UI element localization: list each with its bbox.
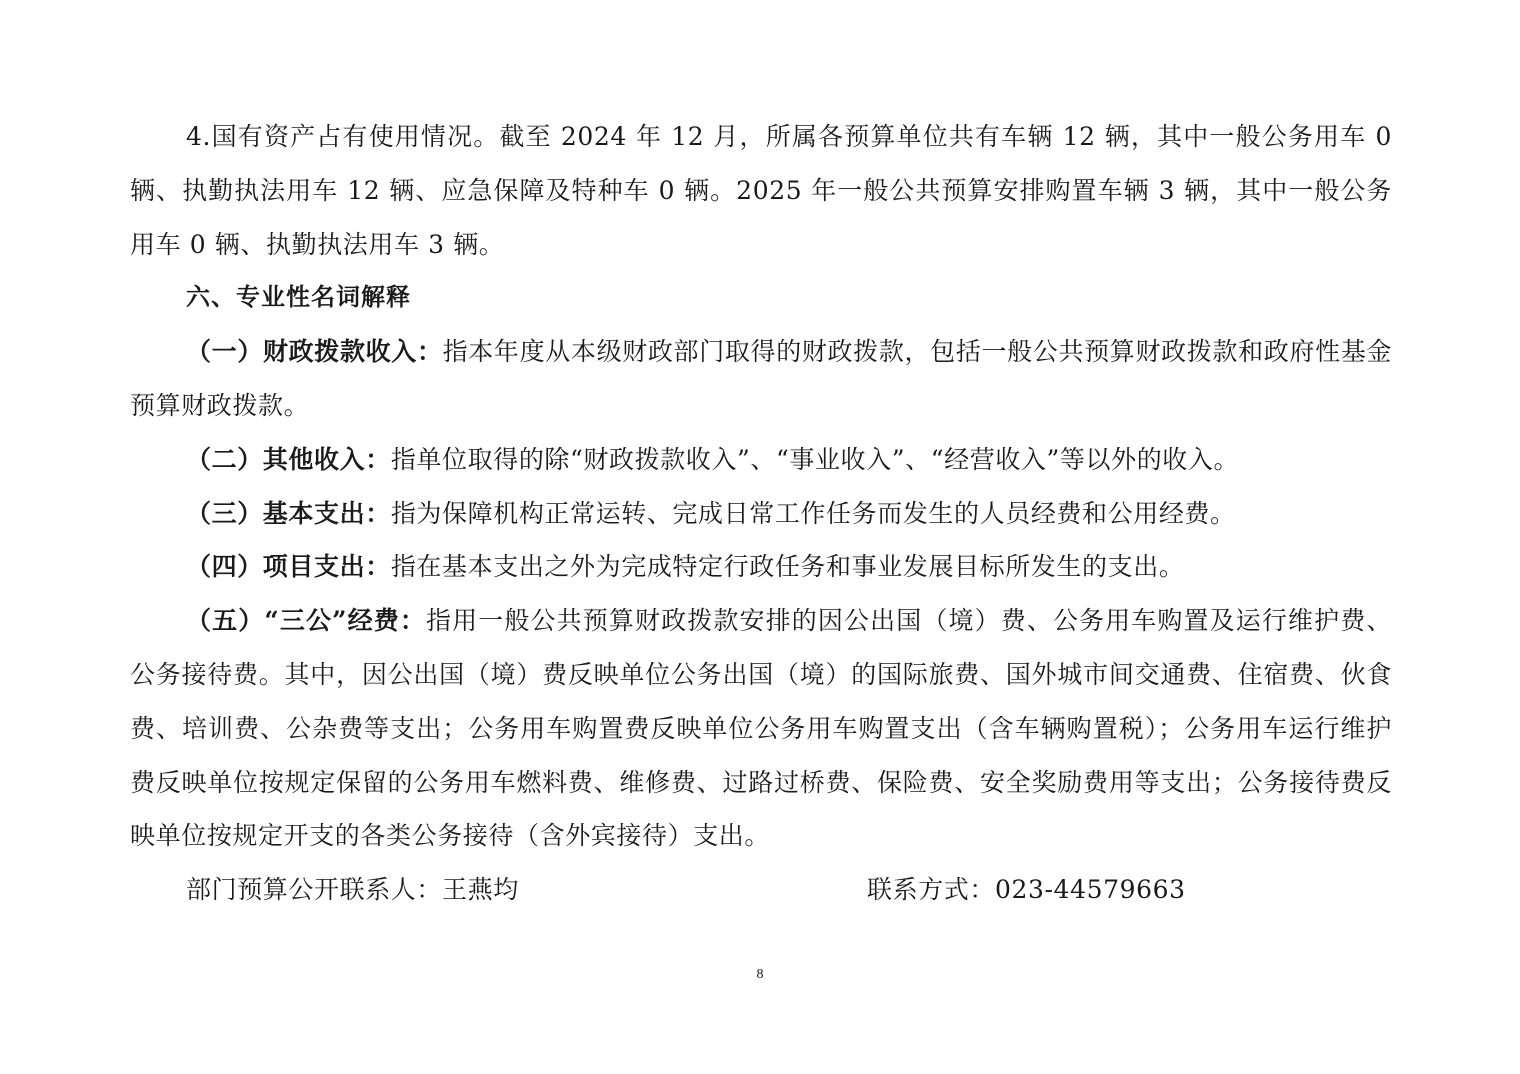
definition-term: （五）“三公”经费：: [186, 606, 426, 636]
definition-text: 指为保障机构正常运转、完成日常工作任务而发生的人员经费和公用经费。: [390, 498, 1236, 528]
contact-phone: 联系方式：023-44579663: [867, 875, 1186, 905]
section-heading: 六、专业性名词解释: [186, 283, 411, 312]
definition-term: （三）基本支出：: [186, 498, 391, 528]
definition-term: （一）财政拨款收入：: [186, 337, 443, 367]
contact-row: [130, 863, 1392, 917]
definition-term: （二）其他收入：: [186, 444, 391, 474]
definition-text: 指在基本支出之外为完成特定行政任务和事业发展目标所发生的支出。: [390, 552, 1185, 582]
page-number: 8: [756, 967, 764, 982]
document-body: [130, 110, 1392, 917]
paragraph-state-assets: 4.国有资产占有使用情况。截至 2024 年 12 月，所属各预算单位共有车辆 12 辆，其中一般公务用车 0 辆、执勤执法用车 12 辆、应急保障及特种车 0 辆。2025 年一般公共预算安排购置车辆 3 辆，其中一般公务用车 0 辆、执勤执法用车 3 辆。: [130, 122, 1392, 259]
definition-basic-expenditure: [130, 487, 1392, 541]
definition-fiscal-appropriation-income: [130, 325, 1392, 433]
definition-other-income: [130, 433, 1392, 487]
contact-person: 部门预算公开联系人：王燕均: [186, 875, 519, 905]
definition-project-expenditure: [130, 540, 1392, 594]
definition-three-public-expenses: [130, 594, 1392, 863]
definition-text: 指用一般公共预算财政拨款安排的因公出国（境）费、公务用车购置及运行维护费、公务接待费。其中，因公出国（境）费反映单位公务出国（境）的国际旅费、国外城市间交通费、住宿费、伙食费、培训费、公杂费等支出；公务用车购置费反映单位公务用车购置支出（含车辆购置税）；公务用车运行维护费反映单位按规定保留的公务用车燃料费、维修费、过路过桥费、保险费、安全奖励费用等支出；公务接待费反映单位按规定开支的各类公务接待（含外宾接待）支出。: [130, 606, 1393, 851]
definition-text: 指本年度从本级财政部门取得的财政拨款，包括一般公共预算财政拨款和政府性基金预算财政拨款。: [130, 337, 1392, 420]
definition-text: 指单位取得的除“财政拨款收入”、“事业收入”、“经营收入”等以外的收入。: [390, 444, 1240, 474]
definition-term: （四）项目支出：: [186, 552, 391, 582]
